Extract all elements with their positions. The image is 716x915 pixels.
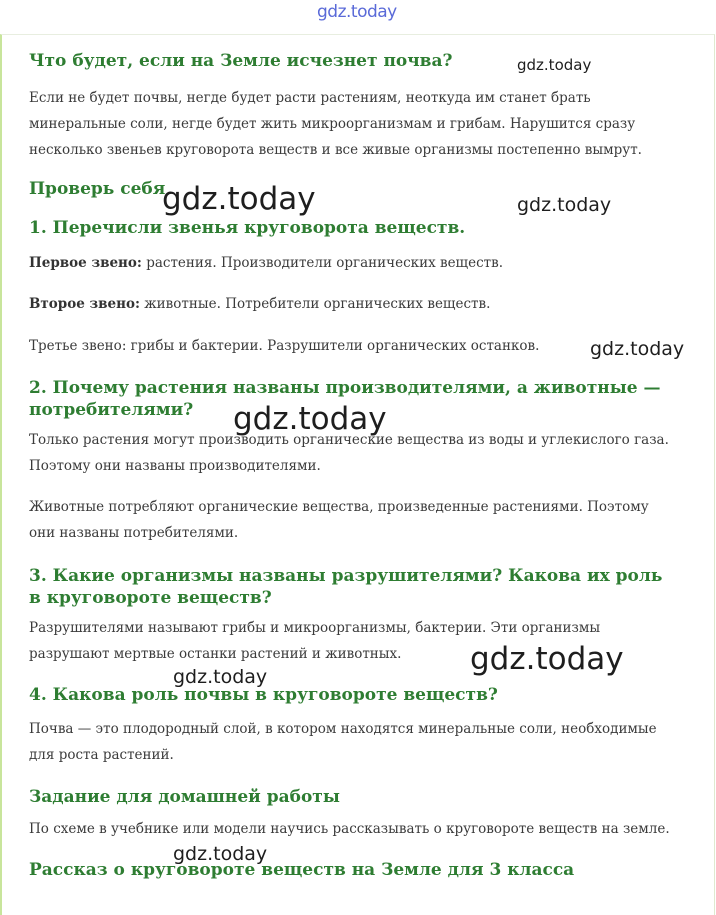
heading-q4: 4. Какова роль почвы в круговороте веществ? <box>29 685 498 705</box>
watermark: gdz.today <box>470 641 624 677</box>
answer-q1-second <box>29 291 679 317</box>
heading-q3: 3. Какие организмы названы разрушителями? Какова их роль в круговороте веществ? <box>29 566 663 608</box>
answer-q1-third: Третье звено: грибы и бактерии. Разрушители органических останков. <box>29 338 540 354</box>
homework-text: По схеме в учебнике или модели научись рассказывать о круговороте веществ на земле. <box>29 821 670 837</box>
text-first-link: растения. Производители органических веществ. <box>141 255 504 271</box>
heading-q2: 2. Почему растения названы производителями, а животные — потребителями? <box>29 378 661 420</box>
answer-q3-p1: Разрушителями называют грибы и микроорганизмы, бактерии. Эти организмы разрушают мертвые останки растений и животных. <box>29 620 601 662</box>
watermark: gdz.today <box>173 843 268 865</box>
article <box>29 44 679 881</box>
label-first-link: Первое звено: <box>29 255 142 271</box>
answer-q1-first <box>29 250 679 276</box>
answer-soil: Если не будет почвы, негде будет расти растениям, неоткуда им станет брать минеральные соли, негде будет жить микроорганизмам и грибам. Нарушится сразу несколько звеньев круговорота веществ и все живые организмы постепенно вымрут. <box>29 90 642 158</box>
heading-soil-question: Что будет, если на Земле исчезнет почва? <box>29 51 453 71</box>
watermark: gdz.today <box>517 194 612 216</box>
watermark: gdz.today <box>590 338 685 360</box>
site-logo[interactable]: gdz.today <box>317 2 397 22</box>
watermark: gdz.today <box>162 181 316 217</box>
heading-q1: 1. Перечисли звенья круговорота веществ. <box>29 218 466 238</box>
watermark: gdz.today <box>233 401 387 437</box>
watermark: gdz.today <box>173 666 268 688</box>
answer-q2-p1: Только растения могут производить органические вещества из воды и углекислого газа. Поэтому они названы производителями. <box>29 432 669 474</box>
watermark: gdz.today <box>517 56 592 74</box>
answer-q4-p1: Почва — это плодородный слой, в котором находятся минеральные соли, необходимые для роста растений. <box>29 721 657 763</box>
label-second-link: Второе звено: <box>29 296 140 312</box>
heading-homework: Задание для домашней работы <box>29 787 340 807</box>
heading-check-yourself: Проверь себя <box>29 179 166 199</box>
text-second-link: животные. Потребители органических веществ. <box>139 296 491 312</box>
answer-q2-p2: Животные потребляют органические вещества, произведенные растениями. Поэтому они названы потребителями. <box>29 499 649 541</box>
heading-story: Рассказ о круговороте веществ на Земле для 3 класса <box>29 860 575 880</box>
